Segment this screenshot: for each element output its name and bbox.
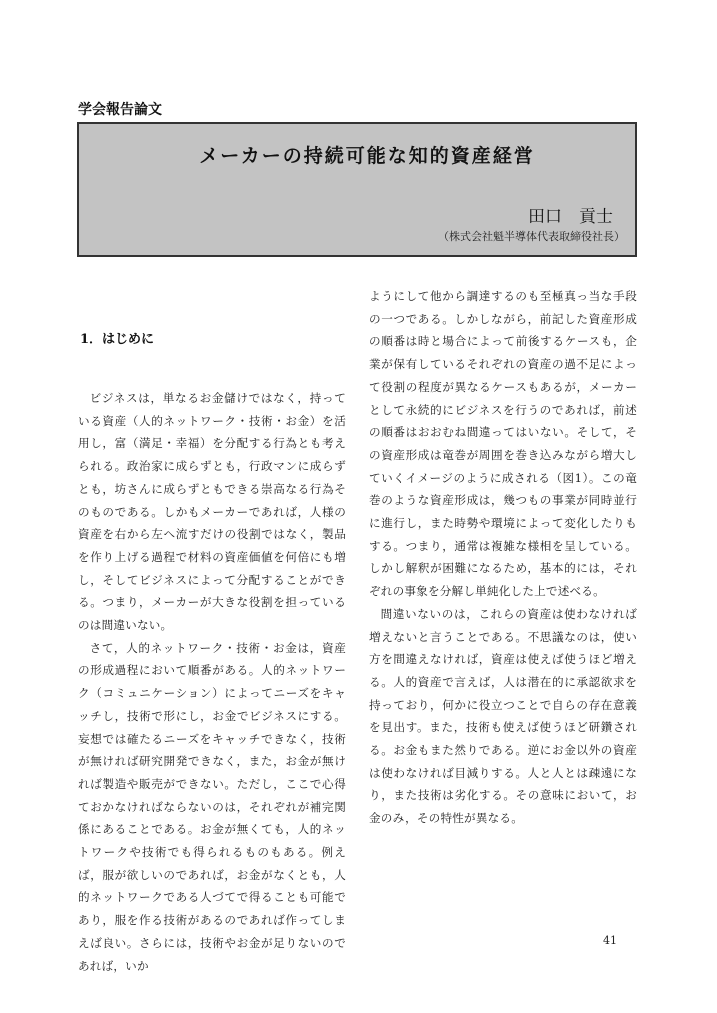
paragraph: ようにして他から調達するのも至極真っ当な手段の一つである。しかしながら，前記した資産形成の順番は時と場合によって前後するケースも，企業が保有しているそれぞれの資産の過不足によって役割の程度が異なるケースもあるが，メーカーとして永続的にビジネスを行うのであれば，前述の順番はおおむね間違ってはいない。そして，その資産形成は竜巻が周囲を巻き込みながら増大していくイメージのように成される（図1）。この竜巻のような資産形成は，幾つもの事業が同時並行に進行し，また時勢や環境によって変化したりもする。つまり，通常は複雑な様相を呈している。しかし解釈が困難になるため，基本的には，それぞれの事象を分解し単純化した上で述べる。 [369, 289, 637, 599]
title-box [77, 122, 637, 257]
author-affiliation: （株式会社魁半導体代表取締役社長） [438, 230, 625, 243]
left-column [78, 387, 346, 977]
right-column [369, 285, 637, 830]
paragraph: 間違いないのは，これらの資産は使わなければ増えないと言うことである。不思議なのは，使い方を間違えなければ，資産は使えば使うほど増える。人的資産で言えば，人は潜在的に承認欲求を持っており，何かに役立つことで自らの存在意義を見出す。また，技術も使えば使うほど研鑽される。お金もまた然りである。逆にお金以外の資産は使わなければ目減りする。人と人とは疎遠になり，また技術は劣化する。その意味において，お金のみ，その特性が異なる。 [369, 606, 637, 826]
page-number: 41 [603, 934, 617, 947]
paragraph: ビジネスは，単なるお金儲けではなく，持っている資産（人的ネットワーク・技術・お金）を活用し，富（満足・幸福）を分配する行為とも考えられる。政治家に成らずとも，行政マンに成らずとも，坊さんに成らずともできる崇高なる行為そのものである。しかもメーカーであれば，人様の資産を右から左へ流すだけの役割ではなく，製品を作り上げる過程で材料の資産価値を何倍にも増し，そしてビジネスによって分配することができる。つまり，メーカーが大きな役割を担っているのは間違いない。 [78, 391, 346, 633]
author-name: 田口 貢士 [528, 207, 613, 227]
paragraph: さて，人的ネットワーク・技術・お金は，資産の形成過程において順番がある。人的ネットワーク（コミュニケーション）によってニーズをキャッチし，技術で形にし，お金でビジネスにする。妄想では確たるニーズをキャッチできなく，技術が無ければ研究開発できなく，また，お金が無ければ製造や販売ができない。ただし，ここで心得ておかなければならないのは，それぞれが補完関係にあることである。お金が無くても，人的ネットワークや技術でも得られるものもある。例えば，服が欲しいのであれば，お金がなくとも，人的ネットワークである人づてで得ることも可能であり，服を作る技術があるのであれば作ってしまえば良い。さらには，技術やお金が足りないのであれば，いか [78, 640, 346, 973]
section-heading: 1．はじめに [80, 332, 155, 347]
article-category: 学会報告論文 [78, 102, 162, 118]
article-title: メーカーの持続可能な知的資産経営 [199, 145, 535, 167]
